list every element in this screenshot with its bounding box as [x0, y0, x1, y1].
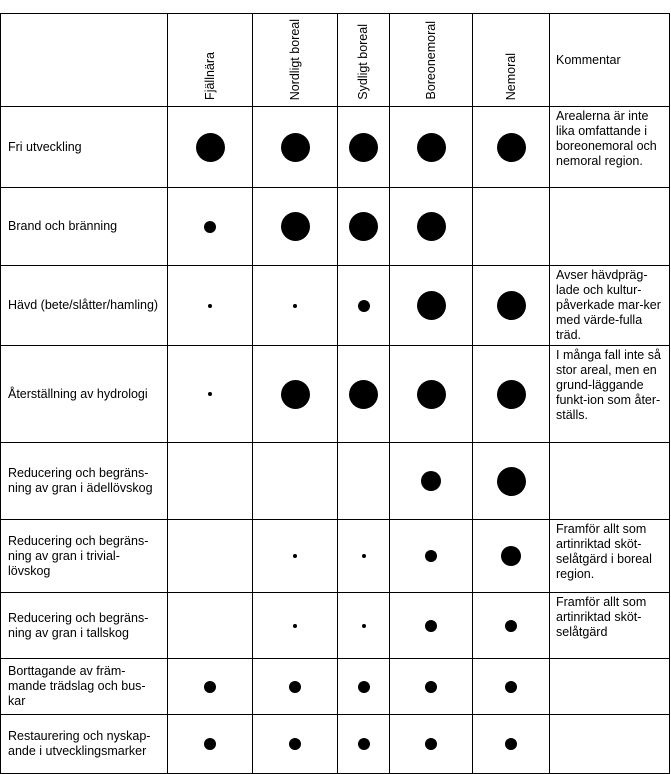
rating-cell: [473, 593, 550, 659]
rating-dot: [204, 221, 216, 233]
rating-dot: [293, 624, 297, 628]
rating-cell: [253, 659, 338, 715]
comment-cell: Avser hävdpräg-lade och kultur-påverkade mar-ker med värde-fulla träd.: [550, 266, 670, 346]
column-header: Nemoral: [473, 14, 550, 107]
table-row: [1, 188, 670, 266]
rating-cell: [390, 266, 473, 346]
rating-cell: [168, 593, 253, 659]
rating-dot: [349, 212, 378, 241]
rating-cell: [253, 107, 338, 188]
rating-cell: [390, 520, 473, 593]
rating-cell: [338, 188, 390, 266]
comment-cell: [550, 715, 670, 774]
rating-dot: [497, 133, 526, 162]
table-body: [1, 107, 670, 774]
comment-cell: Framför allt som artinriktad sköt-selåtgärd i boreal region.: [550, 520, 670, 593]
rating-dot: [289, 681, 301, 693]
comment-cell: Arealerna är inte lika omfattande i boreonemoral och nemoral region.: [550, 107, 670, 188]
rating-cell: [168, 107, 253, 188]
rating-cell: [168, 266, 253, 346]
rating-cell: [253, 443, 338, 520]
column-header: Nordligt boreal: [253, 14, 338, 107]
table-row: [1, 659, 670, 715]
rating-cell: [253, 266, 338, 346]
row-label: Fri utveckling: [1, 107, 168, 188]
comment-cell: I många fall inte så stor areal, men en grund-läggande funkt-ion som åter-ställs.: [550, 346, 670, 443]
rating-cell: [473, 520, 550, 593]
rating-cell: [473, 659, 550, 715]
measures-table: [0, 13, 670, 774]
table-row: [1, 715, 670, 774]
rating-cell: [168, 346, 253, 443]
rating-cell: [168, 659, 253, 715]
header-corner: [1, 14, 168, 107]
rating-dot: [204, 738, 216, 750]
rating-cell: [338, 715, 390, 774]
rating-cell: [168, 443, 253, 520]
rating-cell: [390, 593, 473, 659]
column-header: Fjällnära: [168, 14, 253, 107]
rating-dot: [497, 291, 526, 320]
table-row: [1, 593, 670, 659]
rating-dot: [281, 212, 310, 241]
rating-dot: [425, 550, 437, 562]
table-row: [1, 266, 670, 346]
rating-dot: [349, 133, 378, 162]
rating-cell: [473, 266, 550, 346]
rating-dot: [358, 738, 370, 750]
row-label: Hävd (bete/slåtter/hamling): [1, 266, 168, 346]
comment-cell: [550, 443, 670, 520]
rating-dot: [505, 681, 517, 693]
row-label: Reducering och begräns-ning av gran i tallskog: [1, 593, 168, 659]
column-header: Boreonemoral: [390, 14, 473, 107]
rating-dot: [196, 133, 225, 162]
rating-dot: [293, 554, 297, 558]
rating-cell: [338, 593, 390, 659]
table-row: [1, 520, 670, 593]
column-header-comment: Kommentar: [550, 14, 670, 107]
rating-dot: [417, 133, 446, 162]
rating-cell: [253, 520, 338, 593]
rating-dot: [281, 133, 310, 162]
rating-dot: [358, 681, 370, 693]
rating-cell: [338, 346, 390, 443]
rating-cell: [253, 188, 338, 266]
rating-dot: [425, 681, 437, 693]
rating-cell: [253, 346, 338, 443]
table-row: [1, 107, 670, 188]
comment-cell: [550, 659, 670, 715]
rating-cell: [473, 188, 550, 266]
rating-dot: [417, 212, 446, 241]
rating-dot: [505, 620, 517, 632]
rating-cell: [390, 715, 473, 774]
rating-dot: [497, 467, 526, 496]
row-label: Borttagande av främ-mande trädslag och bus-kar: [1, 659, 168, 715]
rating-cell: [168, 715, 253, 774]
rating-dot: [362, 624, 366, 628]
rating-cell: [390, 443, 473, 520]
rating-dot: [425, 620, 437, 632]
rating-cell: [473, 715, 550, 774]
rating-cell: [338, 443, 390, 520]
comment-cell: [550, 188, 670, 266]
rating-dot: [421, 471, 441, 491]
rating-cell: [390, 107, 473, 188]
rating-cell: [390, 346, 473, 443]
rating-dot: [417, 380, 446, 409]
rating-cell: [168, 188, 253, 266]
rating-cell: [390, 188, 473, 266]
row-label: Återställning av hydrologi: [1, 346, 168, 443]
rating-cell: [473, 346, 550, 443]
rating-dot: [362, 554, 366, 558]
table-row: [1, 346, 670, 443]
rating-cell: [473, 107, 550, 188]
header-row: [1, 14, 670, 107]
rating-dot: [208, 392, 212, 396]
comment-cell: Framför allt som artinriktad sköt-selåtgärd: [550, 593, 670, 659]
rating-cell: [338, 107, 390, 188]
rating-dot: [281, 380, 310, 409]
rating-dot: [497, 380, 526, 409]
rating-cell: [473, 443, 550, 520]
rating-dot: [293, 304, 297, 308]
rating-cell: [253, 715, 338, 774]
row-label: Brand och bränning: [1, 188, 168, 266]
rating-cell: [168, 520, 253, 593]
rating-cell: [338, 266, 390, 346]
rating-dot: [358, 300, 370, 312]
rating-cell: [338, 520, 390, 593]
table-row: [1, 443, 670, 520]
rating-cell: [338, 659, 390, 715]
rating-dot: [349, 380, 378, 409]
rating-cell: [253, 593, 338, 659]
row-label: Reducering och begräns-ning av gran i ädellövskog: [1, 443, 168, 520]
rating-dot: [501, 546, 521, 566]
rating-dot: [417, 291, 446, 320]
column-header: Sydligt boreal: [338, 14, 390, 107]
rating-dot: [208, 304, 212, 308]
rating-dot: [204, 681, 216, 693]
row-label: Reducering och begräns-ning av gran i trivial-lövskog: [1, 520, 168, 593]
row-label: Restaurering och nyskap-ande i utvecklingsmarker: [1, 715, 168, 774]
rating-dot: [425, 738, 437, 750]
rating-cell: [390, 659, 473, 715]
rating-dot: [289, 738, 301, 750]
rating-dot: [505, 738, 517, 750]
